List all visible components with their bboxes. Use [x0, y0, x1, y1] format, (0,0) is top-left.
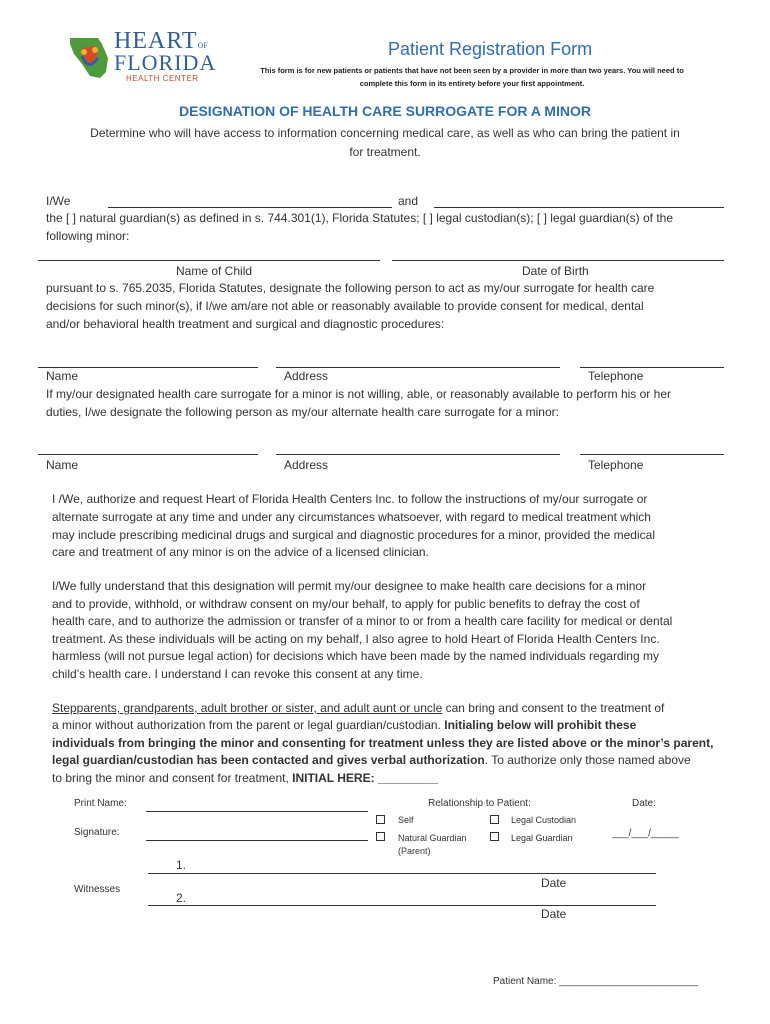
- step-line-4: [52, 752, 691, 770]
- logo-line2: FLORIDA: [114, 50, 217, 75]
- witness-1-date-label: Date: [541, 876, 567, 890]
- understand-line-4: treatment. As these individuals will be acting on my behalf, I also agree to hold Heart of Florida Health Centers Inc.: [52, 632, 660, 646]
- witness-2-date-label: Date: [541, 907, 567, 921]
- alternate-address-field[interactable]: [276, 454, 560, 455]
- patient-name-footer[interactable]: Patient Name: _________________________: [493, 976, 699, 987]
- florida-heart-icon: [68, 32, 112, 80]
- step-line-5-plain: to bring the minor and consent for treatment,: [52, 771, 293, 785]
- legal-guardian-checkbox[interactable]: [490, 832, 499, 841]
- understand-line-3: health care, and to authorize the admission or transfer of a minor to or from a health care facility for medical or dental: [52, 614, 673, 628]
- surrogate-address-field[interactable]: [276, 367, 560, 368]
- parent-label: (Parent): [398, 846, 431, 856]
- lead-line-1: Determine who will have access to information concerning medical care, as well as who can bring the patient in: [90, 126, 680, 140]
- witnesses-label: Witnesses: [74, 884, 121, 895]
- pursuant-line-3: and/or behavioral health treatment and surgical and diagnostic procedures:: [46, 317, 445, 331]
- natural-guardian-checkbox[interactable]: [376, 832, 385, 841]
- surrogate-telephone-label: Telephone: [588, 369, 644, 383]
- auth-line-4: care and treatment of any minor is on the advice of a licensed clinician.: [52, 545, 429, 559]
- iwe-label: I/We: [46, 194, 71, 208]
- self-checkbox[interactable]: [376, 815, 385, 824]
- step-line-2-bold: Initialing below will prohibit these: [440, 718, 637, 732]
- understand-line-2: and to provide, withhold, or withdraw consent on my/our behalf, to apply for public benefits to defray the cost of: [52, 597, 640, 611]
- step-line-3: individuals from bringing the minor and consenting for treatment unless they are listed above or the minor’s parent,: [52, 736, 714, 750]
- step-line-1: [52, 700, 664, 718]
- guardian-line-1: the [ ] natural guardian(s) as defined in s. 744.301(1), Florida Statutes; [ ] legal custodian(s); [ ] legal guardian(s) of the: [46, 211, 674, 225]
- guardian-line-2: following minor:: [46, 229, 130, 243]
- step-line-2-plain: a minor without authorization from the parent or legal guardian/custodian.: [52, 718, 441, 732]
- lead-line-2: for treatment.: [349, 145, 421, 159]
- understand-line-6: child’s health care. I understand I can revoke this consent at any time.: [52, 667, 423, 681]
- natural-guardian-label: Natural Guardian: [398, 833, 467, 843]
- step-line-4-bold: legal guardian/custodian has been contacted and gives verbal authorization: [52, 753, 485, 767]
- intro-line-1: This form is for new patients or patients that have not been seen by a provider in more than two years. You will need to: [260, 66, 684, 75]
- surrogate-telephone-field[interactable]: [580, 367, 724, 368]
- date-label: Date:: [632, 798, 656, 809]
- alternate-telephone-field[interactable]: [580, 454, 724, 455]
- guardian-name-2-field[interactable]: [434, 207, 724, 208]
- guardian-name-1-field[interactable]: [108, 207, 392, 208]
- alternate-address-label: Address: [284, 458, 329, 472]
- alternate-line-2: duties, I/we designate the following person as my/our alternate health care surrogate for a minor:: [46, 405, 559, 419]
- alternate-telephone-label: Telephone: [588, 458, 644, 472]
- legal-guardian-label: Legal Guardian: [511, 833, 573, 843]
- print-name-label: Print Name:: [74, 798, 127, 809]
- child-dob-field[interactable]: [392, 260, 724, 261]
- legal-custodian-label: Legal Custodian: [511, 815, 577, 825]
- understand-line-5: harmless (will not pursue legal action) for decisions which have been made by the named individuals regarding my: [52, 649, 659, 663]
- section-heading: DESIGNATION OF HEALTH CARE SURROGATE FOR A MINOR: [179, 103, 591, 119]
- understand-line-1: I/We fully understand that this designation will permit my/our designee to make health care decisions for a minor: [52, 579, 647, 593]
- initial-here-field[interactable]: INITIAL HERE: _________: [292, 771, 438, 785]
- legal-custodian-checkbox[interactable]: [490, 815, 499, 824]
- self-label: Self: [398, 815, 414, 825]
- print-name-field[interactable]: [146, 811, 368, 812]
- step-line-5: [52, 770, 438, 788]
- logo-of: OF: [197, 41, 208, 50]
- pursuant-line-1: pursuant to s. 765.2035, Florida Statutes, designate the following person to act as my/our surrogate for health care: [46, 281, 655, 295]
- form-title: Patient Registration Form: [388, 39, 593, 59]
- auth-line-1: I /We, authorize and request Heart of Florida Health Centers Inc. to follow the instructions of my/our surrogate or: [52, 492, 648, 506]
- step-line-1-rest: can bring and consent to the treatment of: [442, 701, 665, 715]
- and-label: and: [398, 194, 419, 208]
- auth-line-3: may include prescribing medicinal drugs and surgical and diagnostic procedures for a minor, provided the medical: [52, 528, 655, 542]
- child-name-field[interactable]: [38, 260, 380, 261]
- date-of-birth-label: Date of Birth: [522, 264, 589, 278]
- witness-2-field[interactable]: [148, 905, 656, 906]
- alternate-line-1: If my/our designated health care surrogate for a minor is not willing, able, or reasonably available to perform his or her: [46, 387, 671, 401]
- surrogate-name-field[interactable]: [38, 367, 258, 368]
- name-of-child-label: Name of Child: [176, 264, 253, 278]
- logo-line3: HEALTH CENTER: [126, 74, 199, 83]
- logo-line1: HEART: [114, 28, 198, 54]
- step-line-2: [52, 717, 636, 735]
- step-line-4-plain: . To authorize only those named above: [484, 753, 691, 767]
- heart-of-florida-logo: [68, 28, 230, 84]
- pursuant-line-2: decisions for such minor(s), if I/we am/are not able or reasonably available to provide consent for medical, dental: [46, 299, 644, 313]
- surrogate-name-label: Name: [46, 369, 79, 383]
- witness-2-number: 2.: [176, 891, 187, 905]
- signature-label: Signature:: [74, 827, 120, 838]
- witness-1-field[interactable]: [148, 873, 656, 874]
- auth-line-2: alternate surrogate at any time and under any circumstances whatsoever, with regard to medical treatment which: [52, 510, 651, 524]
- intro-line-2: complete this form in its entirety before your first appointment.: [359, 79, 585, 88]
- step-underlined: Stepparents, grandparents, adult brother or sister, and adult aunt or uncle: [52, 701, 443, 715]
- relationship-label: Relationship to Patient:: [428, 798, 531, 809]
- date-field[interactable]: ___/___/_____: [612, 828, 679, 839]
- surrogate-address-label: Address: [284, 369, 329, 383]
- alternate-name-label: Name: [46, 458, 79, 472]
- signature-field[interactable]: [146, 840, 368, 841]
- alternate-name-field[interactable]: [38, 454, 258, 455]
- witness-1-number: 1.: [176, 858, 187, 872]
